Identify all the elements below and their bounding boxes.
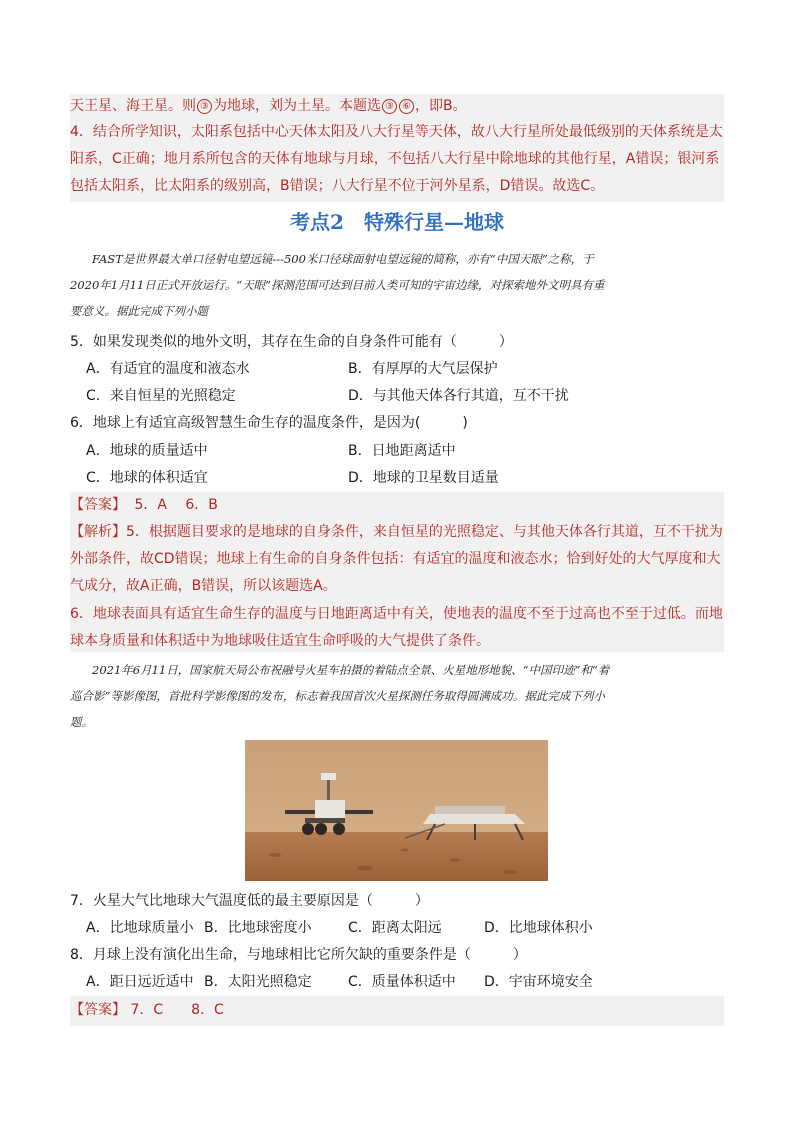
option-a: A．有适宜的温度和液态水 [86,361,250,377]
analysis-text: 为地球，刘为土星。本题选 [213,98,381,114]
reading-passage [70,246,724,324]
answer-highlight [70,492,724,652]
question-stem: 7．火星大气比地球大气温度低的最主要原因是（ ） [70,893,429,909]
question-stem: 6．地球上有适宜高级智慧生命生存的温度条件，是因为( ) [70,415,468,431]
option-c: C．地球的体积适宜 [86,470,208,486]
option-c: C．质量体积适中 [348,974,456,990]
passage-line: 2021年6月11日，国家航天局公布祝融号火星车拍摄的着陆点全景、火星地形地貌、“中国印迹”和“着 [92,663,610,677]
option-d: D．宇宙环境安全 [484,974,593,990]
answer-tag: 【答案】 [70,497,126,513]
passage-line: 题。 [70,715,93,729]
passage-line: 2020年1月11日正式开放运行。“天眼”探测范围可达到目前人类可知的宇宙边缘，对探索地外文明具有重 [70,278,605,292]
analysis-line: 阳系，C正确；地月系所包含的天体有地球与月球，不包括八大行星中除地球的其他行星，A错误；银河系 [70,151,720,167]
analysis-text: 5．根据题目要求的是地球的自身条件，来自恒星的光照稳定、与其他天体各行其道，互不干扰为 [126,524,723,540]
analysis-line: 球本身质量和体积适中为地球吸住适宜生命呼吸的大气提供了条件。 [70,633,490,649]
analysis-line: 气成分，故A正确，B错误，所以该题选A。 [70,578,337,594]
analysis-tag: 【解析】 [70,524,126,540]
circled-number: ③ [197,99,212,114]
analysis-line: 6．地球表面具有适宜生命生存的温度与日地距离适中有关，使地表的温度不至于过高也不至于过低。而地 [70,606,723,622]
analysis-text: ，即B。 [415,98,467,114]
answer-tag: 【答案】 [70,1002,126,1018]
option-b: B．比地球密度小 [204,920,312,936]
option-d: D．地球的卫星数目适量 [348,470,499,486]
section-title: 考点2 特殊行星—地球 [290,210,504,234]
option-b: B．太阳光照稳定 [204,974,312,990]
option-b: B．有厚厚的大气层保护 [348,361,498,377]
passage-line: 巡合影”等影像图，首批科学影像图的发布，标志着我国首次火星探测任务取得圆满成功。据此完成下列小 [70,689,605,703]
analysis-line: 外部条件，故CD错误；地球上有生命的自身条件包括：有适宜的温度和液态水；恰到好处的大气厚度和大 [70,551,721,567]
answer-text: 7．C 8．C [130,1002,224,1018]
analysis-line: 包括太阳系，比太阳系的级别高，B错误；八大行星不位于河外星系，D错误。故选C。 [70,178,605,194]
option-b: B．日地距离适中 [348,443,456,459]
analysis-line [70,522,730,542]
reading-passage [70,657,724,735]
question-stem: 5．如果发现类似的地外文明，其存在生命的自身条件可能有（ ） [70,334,513,350]
circled-number: ③ [382,99,397,114]
option-c: C．距离太阳远 [348,920,442,936]
question-stem: 8．月球上没有演化出生命，与地球相比它所欠缺的重要条件是（ ） [70,947,527,963]
answer-text: 5．A 6．B [134,497,218,513]
answer-line [70,1000,730,1020]
analysis-line [70,96,730,116]
option-a: A．地球的质量适中 [86,443,208,459]
mars-rover-photo [245,740,548,881]
passage-line: 要意义。据此完成下列小题 [70,304,208,318]
option-c: C．来自恒星的光照稳定 [86,388,236,404]
option-d: D．与其他天体各行其道，互不干扰 [348,388,569,404]
circled-number: ⑥ [399,99,414,114]
option-d: D．比地球体积小 [484,920,593,936]
passage-line: FAST是世界最大单口径射电望远镜---500米口径球面射电望远镜的简称，亦有“中国天眼”之称，于 [92,252,594,266]
option-a: A．比地球质量小 [86,920,194,936]
answer-line [70,495,730,515]
analysis-text: 天王星、海王星。则 [70,98,196,114]
option-a: A．距日远近适中 [86,974,194,990]
analysis-line: 4．结合所学知识，太阳系包括中心天体太阳及八大行星等天体，故八大行星所处最低级别的天体系统是太 [70,124,723,140]
